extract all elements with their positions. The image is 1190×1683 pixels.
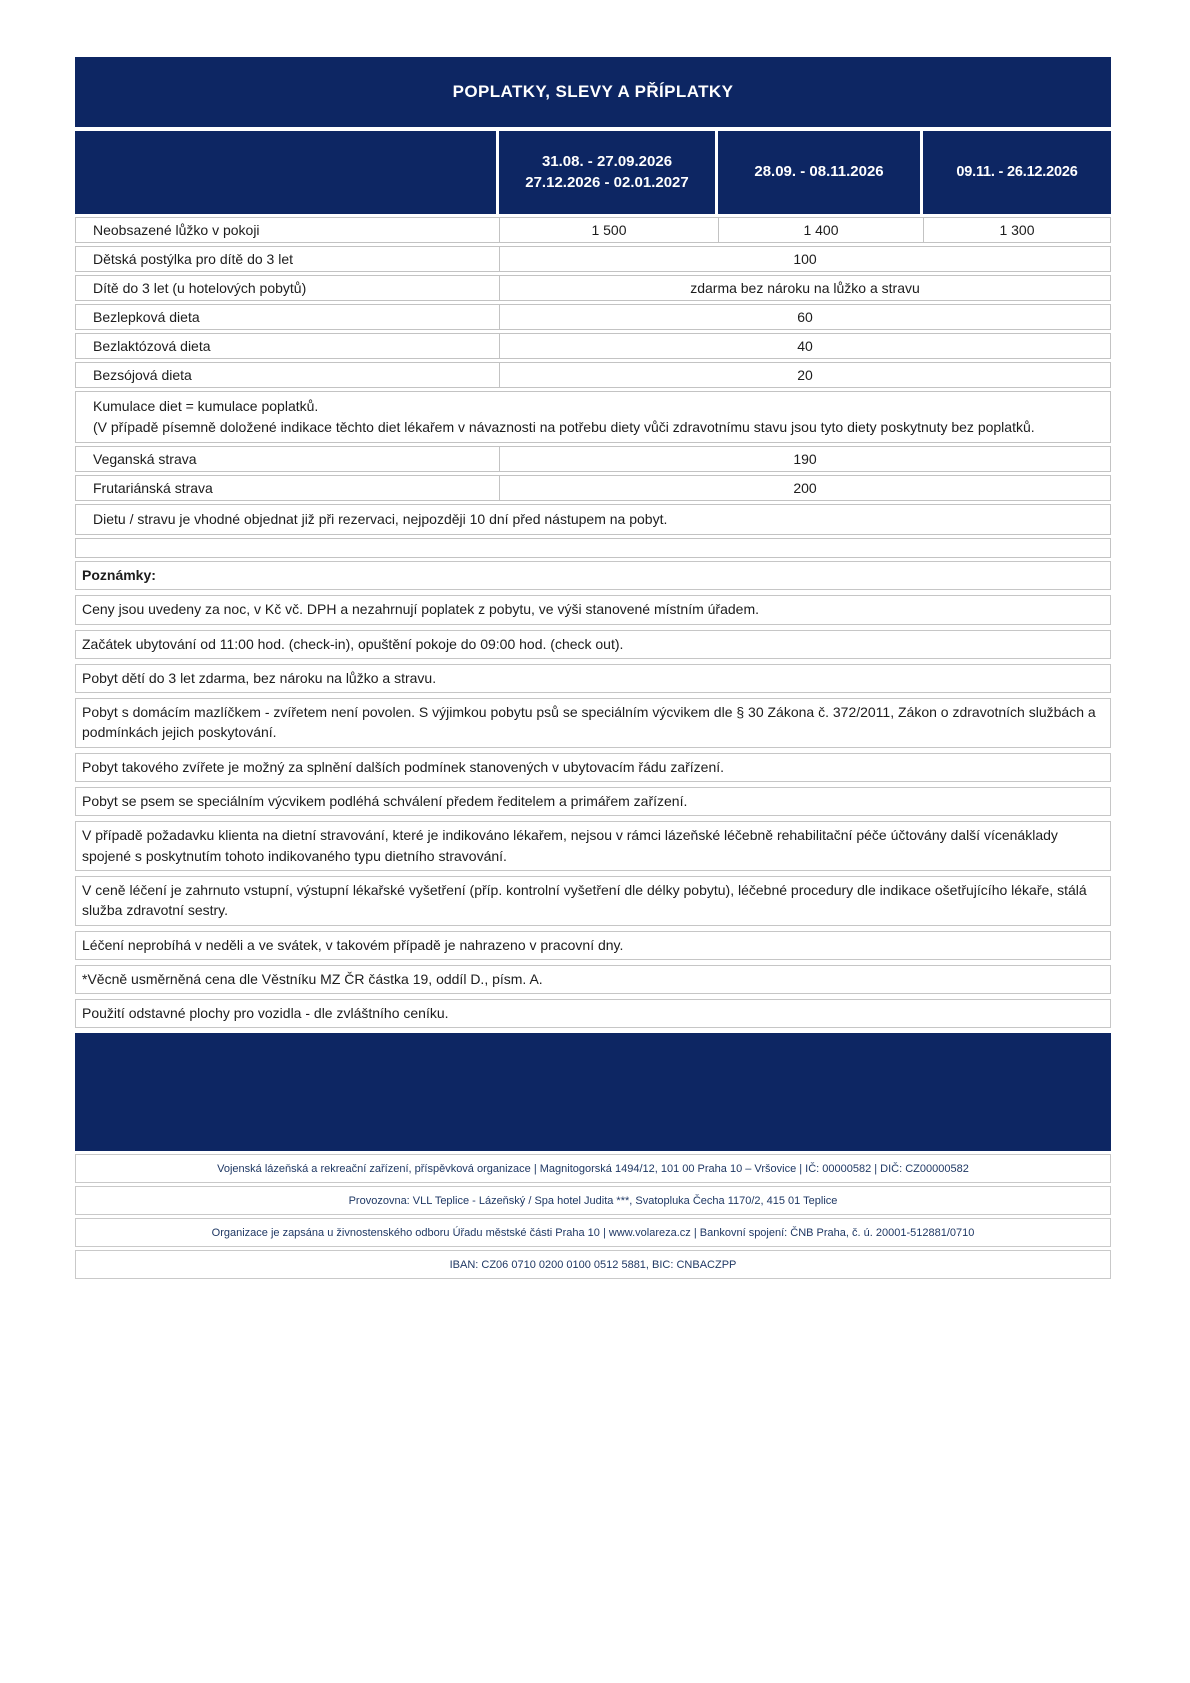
row-value-merged: 20 (499, 363, 1110, 387)
row-value-season-2: 1 400 (718, 218, 923, 242)
row-value-merged: zdarma bez nároku na lůžko a stravu (499, 276, 1110, 300)
header-season-3 (923, 131, 1111, 214)
row-value-season-1: 1 500 (499, 218, 718, 242)
table-row (75, 304, 1111, 330)
note-item: Začátek ubytování od 11:00 hod. (check-in), opuštění pokoje do 09:00 hod. (check out). (75, 630, 1111, 659)
document-title-bar (75, 57, 1111, 127)
row-value-merged: 190 (499, 447, 1110, 471)
table-row (75, 246, 1111, 272)
notes-heading: Poznámky: (75, 561, 1111, 590)
note-item: Pobyt dětí do 3 let zdarma, bez nároku na lůžko a stravu. (75, 664, 1111, 693)
note-item: Použití odstavné plochy pro vozidla - dle zvláštního ceníku. (75, 999, 1111, 1028)
note-item: Pobyt se psem se speciálním výcvikem podléhá schválení předem ředitelem a primářem zařízení. (75, 787, 1111, 816)
kumulace-line-2: (V případě písemně doložené indikace těchto diet lékařem v návaznosti na potřebu diety vůči zdravotnímu stavu jsou tyto diety poskytnuty bez poplatků. (93, 419, 1035, 435)
footer-line-registration: Organizace je zapsána u živnostenského odboru Úřadu městské části Praha 10 | www.volareza.cz | Bankovní spojení: ČNB Praha, č. ú. 20001-512881/0710 (75, 1218, 1111, 1247)
row-value-merged: 100 (499, 247, 1110, 271)
footer-line-iban: IBAN: CZ06 0710 0200 0100 0512 5881, BIC: CNBACZPP (75, 1250, 1111, 1279)
footer-navy-block (75, 1033, 1111, 1151)
table-row (75, 217, 1111, 243)
row-label: Frutariánská strava (93, 480, 213, 496)
note-item: Ceny jsou uvedeny za noc, v Kč vč. DPH a nezahrnují poplatek z pobytu, ve výši stanovené místním úřadem. (75, 595, 1111, 624)
row-label: Bezlepková dieta (93, 309, 200, 325)
note-item: Pobyt s domácím mazlíčkem - zvířetem není povolen. S výjimkou pobytu psů se speciálním výcvikem dle § 30 Zákona č. 372/2011, Zákon o zdravotních službách a podmínkách jejich poskytování. (75, 698, 1111, 748)
table-header-row (75, 131, 1111, 214)
empty-cell (76, 544, 1110, 552)
row-value-merged: 200 (499, 476, 1110, 500)
row-label: Bezsójová dieta (93, 367, 192, 383)
row-label: Bezlaktózová dieta (93, 338, 211, 354)
note-item: *Věcně usměrněná cena dle Věstníku MZ ČR částka 19, oddíl D., písm. A. (75, 965, 1111, 994)
season-2-dates: 28.09. - 08.11.2026 (754, 163, 884, 181)
row-label: Dětská postýlka pro dítě do 3 let (93, 251, 293, 267)
note-item: Pobyt takového zvířete je možný za splnění dalších podmínek stanovených v ubytovacím řádu zařízení. (75, 753, 1111, 782)
header-season-2 (718, 131, 923, 214)
row-label: Veganská strava (93, 451, 197, 467)
header-empty-cell (75, 131, 499, 214)
footer-line-branch: Provozovna: VLL Teplice - Lázeňský / Spa hotel Judita ***, Svatopluka Čecha 1170/2, 415 01 Teplice (75, 1186, 1111, 1215)
row-value-merged: 60 (499, 305, 1110, 329)
table-row (75, 275, 1111, 301)
table-note-row (75, 504, 1111, 535)
footer-line-organization: Vojenská lázeňská a rekreační zařízení, příspěvková organizace | Magnitogorská 1494/12, 101 00 Praha 10 – Vršovice | IČ: 00000582 | DIČ: CZ00000582 (75, 1154, 1111, 1183)
note-item: Léčení neprobíhá v neděli a ve svátek, v takovém případě je nahrazeno v pracovní dny. (75, 931, 1111, 960)
season-1-dates-line2: 27.12.2026 - 02.01.2027 (525, 173, 689, 191)
row-label: Dítě do 3 let (u hotelových pobytů) (93, 280, 307, 296)
header-season-1 (499, 131, 718, 214)
row-full-text: Dietu / stravu je vhodné objednat již při rezervaci, nejpozději 10 dní před nástupem na pobyt. (93, 511, 668, 527)
kumulace-line-1: Kumulace diet = kumulace poplatků. (93, 398, 319, 414)
document-body (75, 57, 1111, 1282)
row-value-season-3: 1 300 (923, 218, 1110, 242)
row-value-merged: 40 (499, 334, 1110, 358)
note-item: V případě požadavku klienta na dietní stravování, které je indikováno lékařem, nejsou v rámci lázeňské léčebně rehabilitační péče účtovány další vícenáklady spojené s poskytnutím tohoto indikovaného typu dietního stravování. (75, 821, 1111, 871)
table-note-row (75, 391, 1111, 443)
table-row (75, 333, 1111, 359)
page-title: POPLATKY, SLEVY A PŘÍPLATKY (452, 82, 734, 101)
row-label: Neobsazené lůžko v pokoji (93, 222, 260, 238)
table-row (75, 446, 1111, 472)
table-row (75, 362, 1111, 388)
season-3-dates: 09.11. - 26.12.2026 (956, 163, 1078, 180)
table-row (75, 475, 1111, 501)
note-item: V ceně léčení je zahrnuto vstupní, výstupní lékařské vyšetření (příp. kontrolní vyšetření dle délky pobytu), léčebné procedury dle indikace ošetřujícího lékaře, stálá služba zdravotní sestry. (75, 876, 1111, 926)
row-full-text (76, 392, 1110, 442)
season-1-dates-line1: 31.08. - 27.09.2026 (541, 153, 673, 171)
empty-spacer-row (75, 538, 1111, 558)
